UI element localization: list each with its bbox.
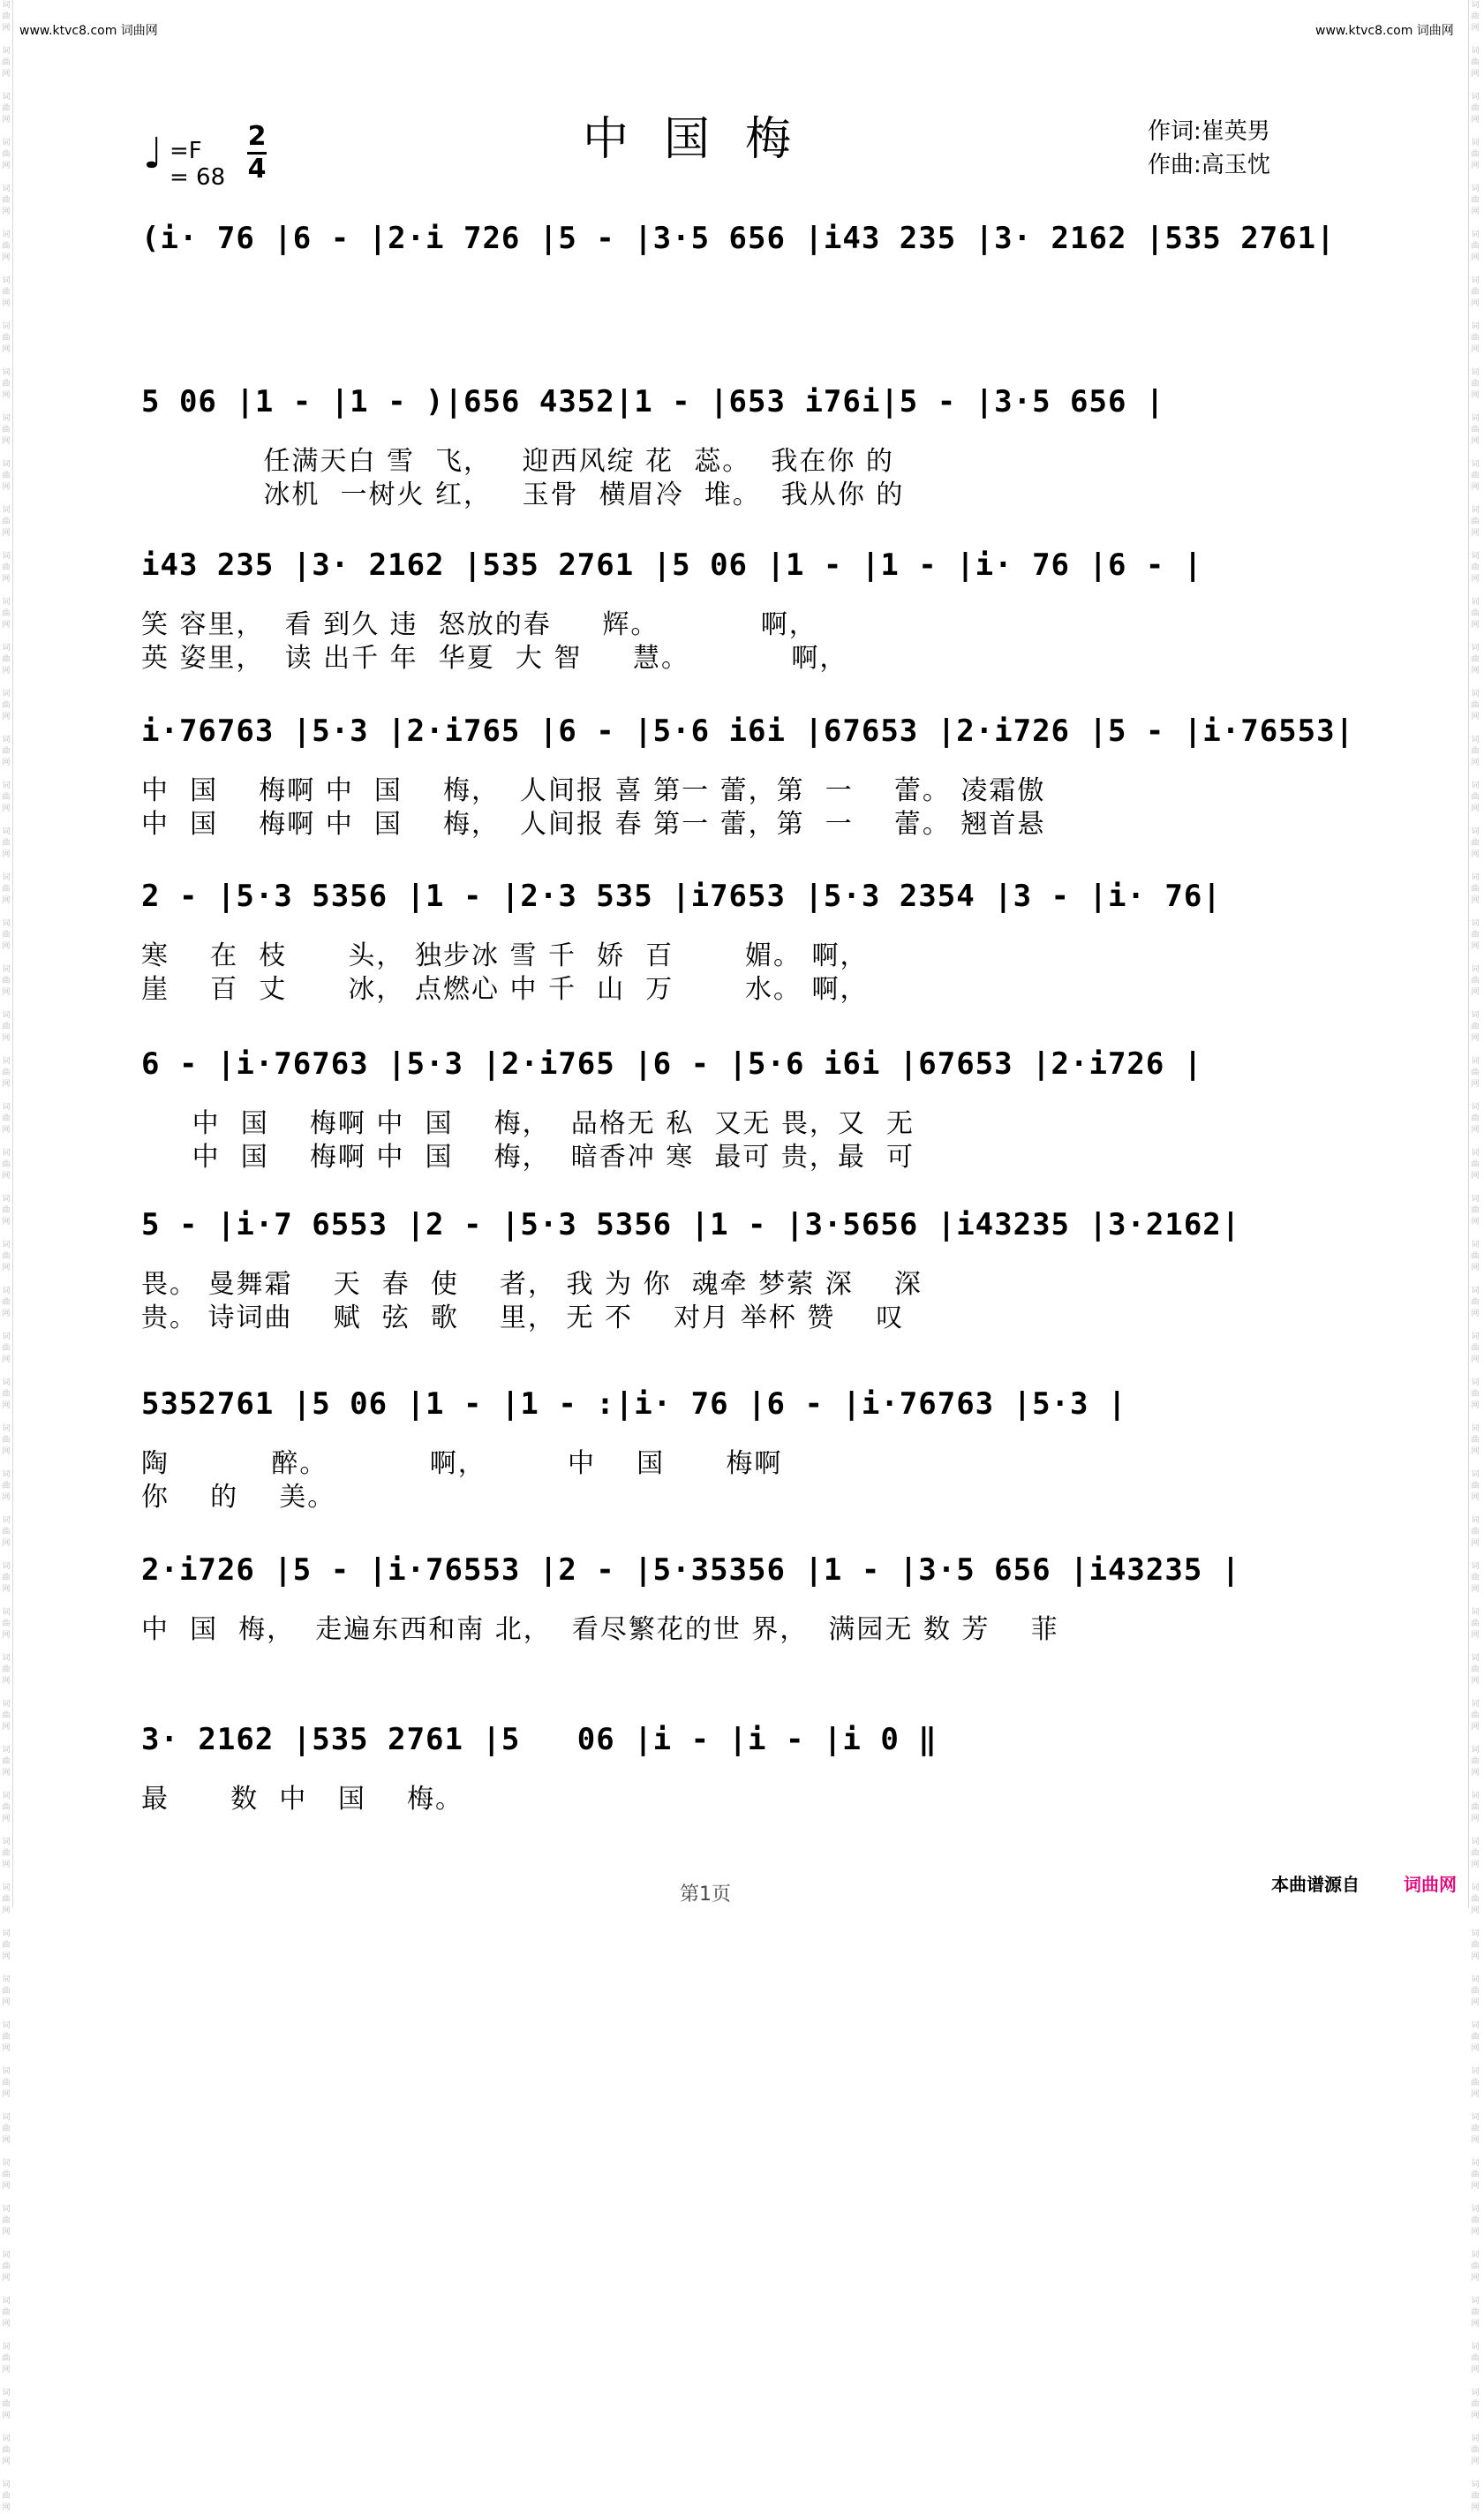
- lyric-verse-1: 寒 在 枝 头， 独步冰 雪 千 娇 百 媚。 啊，: [141, 940, 869, 971]
- lyric-verse-1: 任满天白 雪 飞， 迎西风绽 花 蕊。 我在你 的: [141, 446, 894, 477]
- key-label: =F: [169, 138, 202, 164]
- lyric-verse-2: 你 的 美。: [141, 1482, 336, 1513]
- song-title: 中国梅: [583, 113, 827, 166]
- tempo-label: = 68: [169, 164, 226, 191]
- lyric-verse-2: 中 国 梅啊 中 国 梅， 暗香冲 寒 最可 贵，最 可: [141, 1142, 915, 1173]
- notation-line: i·76763 |5·3 |2·i765 |6 - |5·6 i6i |67653 |2·i726 |5 - |i·76553|: [141, 713, 1355, 749]
- notation-line: 2 - |5·3 5356 |1 - |2·3 535 |i7653 |5·3 2354 |3 - |i· 76|: [141, 879, 1222, 914]
- header-right-url[interactable]: www.ktvc8.com 词曲网: [1315, 24, 1454, 38]
- notation-line: 2·i726 |5 - |i·76553 |2 - |5·35356 |1 - |3·5 656 |i43235 |: [141, 1552, 1241, 1588]
- lyricist-credit: 作词:崔英男: [1148, 118, 1270, 145]
- time-sig-top: 2: [247, 121, 267, 152]
- notation-line: 5 - |i·7 6553 |2 - |5·3 5356 |1 - |3·5656 |i43235 |3·2162|: [141, 1207, 1241, 1242]
- lyric-verse-2: 贵。 诗词曲 赋 弦 歌 里， 无 不 对月 举杯 赞 叹: [141, 1302, 905, 1333]
- lyric-verse-1: 畏。 曼舞霜 天 春 使 者， 我 为 你 魂牵 梦萦 深 深: [141, 1269, 923, 1300]
- footer-source-link[interactable]: 词曲网: [1404, 1874, 1457, 1895]
- song-credits: [1148, 115, 1270, 182]
- lyric-verse-1: 笑 容里， 看 到久 违 怒放的春 辉。 啊，: [141, 609, 817, 640]
- time-sig-bottom: 4: [247, 154, 267, 185]
- lyric-verse-1: 中 国 梅， 走遍东西和南 北， 看尽繁花的世 界， 满园无 数 芳 菲: [141, 1614, 1059, 1645]
- notation-line: 5 06 |1 - |1 - )|656 4352|1 - |653 i76i|5 - |3·5 656 |: [141, 384, 1165, 419]
- lyric-verse-1: 中 国 梅啊 中 国 梅， 人间报 喜 第一 蕾，第 一 蕾。 凌霜傲: [141, 775, 1046, 806]
- composer-credit: 作曲:高玉忱: [1148, 152, 1270, 178]
- header-left-url[interactable]: www.ktvc8.com 词曲网: [19, 24, 158, 38]
- quarter-note-icon: ♩: [143, 129, 163, 178]
- lyric-verse-2: 崖 百 丈 冰， 点燃心 中 千 山 万 水。 啊，: [141, 974, 869, 1005]
- lyric-verse-2: 英 姿里， 读 出千 年 华夏 大 智 慧。 啊，: [141, 643, 848, 674]
- lyric-verse-2: 中 国 梅啊 中 国 梅， 人间报 春 第一 蕾，第 一 蕾。 翘首悬: [141, 809, 1046, 840]
- right-watermark-strip: 词 曲 网 词 曲 网 词 曲 网 词 曲 网 词 曲 网 词 曲 网 词 曲 网 词 曲 网 词 曲 网 词 曲 网 词 曲 网 词 曲 网 词 曲 网 词 曲 网 词 曲 网 词 曲 网 词 曲 网 词 曲 网 词 曲 网 词 曲 网 词 曲 网 词 曲 网 词 曲 网 词 曲 网 词 曲 网 词 曲 网 词 曲 网 词 曲 网 词 曲 网 词 曲 网 词 曲 网 词 曲 网 词 曲 网 词 曲 网 词 曲 网 词 曲 网 词 曲 网 词 曲 网 词 曲 网 词 曲 网 词 曲 网 词 曲 网 词 曲 网 词 曲 网 词 曲 网 词 曲 网 词 曲 网 词 曲 网 词 曲 网 词 曲 网 词 曲 网 词 曲 网 词 曲 网 词 曲 网 词 曲 网: [1468, 0, 1481, 1908]
- left-watermark-strip: 词 曲 网 词 曲 网 词 曲 网 词 曲 网 词 曲 网 词 曲 网 词 曲 网 词 曲 网 词 曲 网 词 曲 网 词 曲 网 词 曲 网 词 曲 网 词 曲 网 词 曲 网 词 曲 网 词 曲 网 词 曲 网 词 曲 网 词 曲 网 词 曲 网 词 曲 网 词 曲 网 词 曲 网 词 曲 网 词 曲 网 词 曲 网 词 曲 网 词 曲 网 词 曲 网 词 曲 网 词 曲 网 词 曲 网 词 曲 网 词 曲 网 词 曲 网 词 曲 网 词 曲 网 词 曲 网 词 曲 网 词 曲 网 词 曲 网 词 曲 网 词 曲 网 词 曲 网 词 曲 网 词 曲 网 词 曲 网 词 曲 网 词 曲 网 词 曲 网 词 曲 网 词 曲 网 词 曲 网 词 曲 网: [0, 0, 13, 1908]
- notation-line: 3· 2162 |535 2761 |5 06 |i - |i - |i 0 ‖: [141, 1722, 938, 1757]
- lyric-verse-1: 陶 醉。 啊， 中 国 梅啊: [141, 1448, 783, 1479]
- notation-line: 5352761 |5 06 |1 - |1 - :|i· 76 |6 - |i·76763 |5·3 |: [141, 1386, 1127, 1422]
- page-number: 第1页: [680, 1884, 731, 1906]
- time-signature: [247, 121, 267, 185]
- notation-line: 6 - |i·76763 |5·3 |2·i765 |6 - |5·6 i6i |67653 |2·i726 |: [141, 1046, 1203, 1082]
- lyric-verse-1: 最 数 中 国 梅。: [141, 1784, 464, 1815]
- notation-line: i43 235 |3· 2162 |535 2761 |5 06 |1 - |1 - |i· 76 |6 - |: [141, 547, 1203, 583]
- lyric-verse-2: 冰机 一树火 红， 玉骨 横眉冷 堆。 我从你 的: [141, 479, 905, 510]
- footer-source-label: 本曲谱源自: [1271, 1874, 1360, 1895]
- lyric-verse-1: 中 国 梅啊 中 国 梅， 品格无 私 又无 畏，又 无: [141, 1108, 915, 1139]
- notation-line: (i· 76 |6 - |2·i 726 |5 - |3·5 656 |i43 235 |3· 2162 |535 2761|: [141, 221, 1336, 256]
